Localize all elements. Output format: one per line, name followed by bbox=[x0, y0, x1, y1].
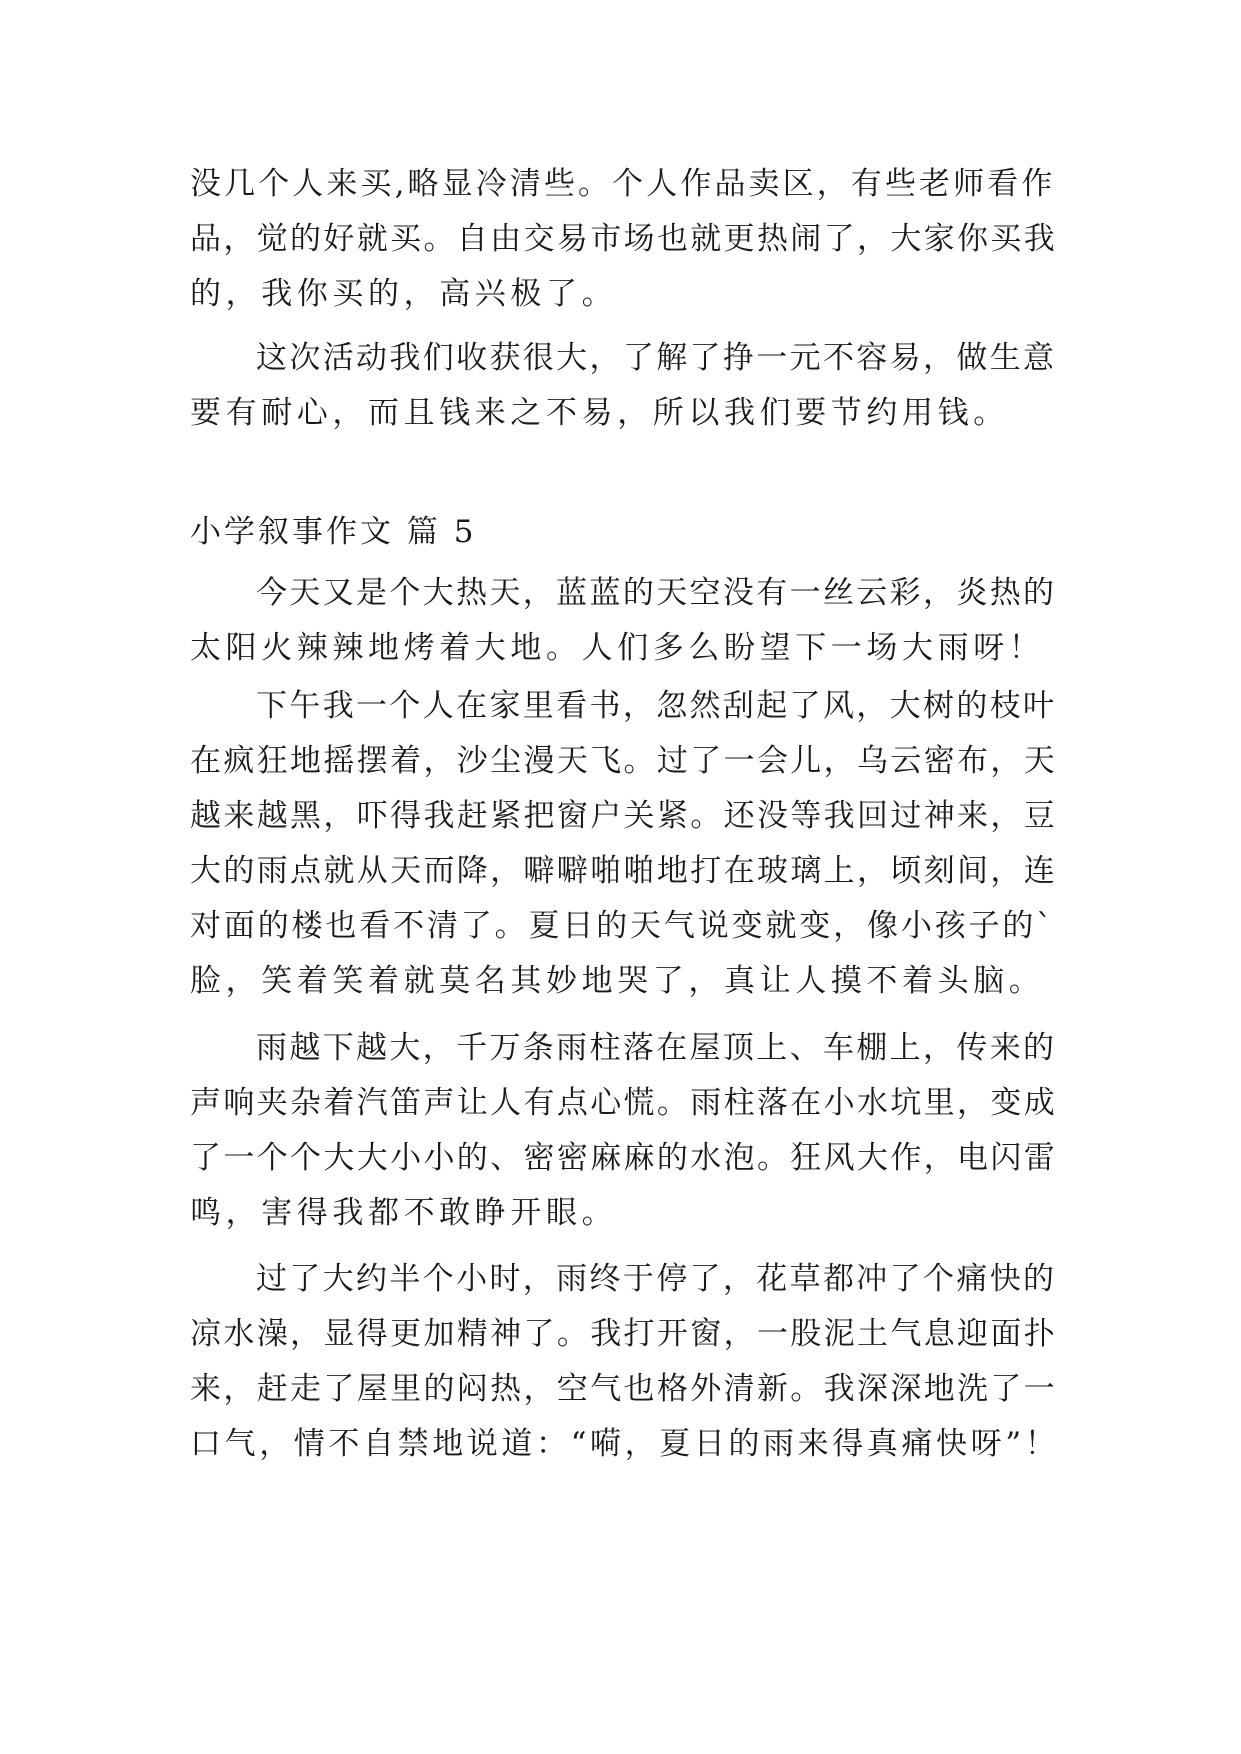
paragraph-line: 声响夹杂着汽笛声让人有点心慌。雨柱落在小水坑里，变成 bbox=[190, 1085, 1058, 1121]
paragraph-line: 口气，情不自禁地说道：“嗬，夏日的雨来得真痛快呀”！ bbox=[190, 1426, 1060, 1462]
paragraph-line: 过了大约半个小时，雨终于停了，花草都冲了个痛快的 bbox=[256, 1261, 1057, 1297]
paragraph-line: 下午我一个人在家里看书，忽然刮起了风，大树的枝叶 bbox=[256, 688, 1057, 724]
paragraph-line: 在疯狂地摇摆着，沙尘漫天飞。过了一会儿，乌云密布，天 bbox=[190, 743, 1058, 779]
paragraph-line: 了一个个大大小小的、密密麻麻的水泡。狂风大作，电闪雷 bbox=[190, 1140, 1058, 1176]
paragraph-line: 凉水澡，显得更加精神了。我打开窗，一股泥土气息迎面扑 bbox=[190, 1316, 1058, 1352]
paragraph-line: 大的雨点就从天而降，噼噼啪啪地打在玻璃上，顷刻间，连 bbox=[190, 853, 1058, 889]
paragraph-line: 越来越黑，吓得我赶紧把窗户关紧。还没等我回过神来，豆 bbox=[190, 798, 1058, 834]
paragraph-line: 品，觉的好就买。自由交易市场也就更热闹了，大家你买我 bbox=[190, 221, 1058, 257]
paragraph-line: 对面的楼也看不清了。夏日的天气说变就变，像小孩子的` bbox=[190, 908, 1055, 944]
section-heading: 小学叙事作文 篇 5 bbox=[190, 514, 477, 550]
paragraph-line: 鸣，害得我都不敢睁开眼。 bbox=[190, 1195, 618, 1231]
paragraph-line: 这次活动我们收获很大，了解了挣一元不容易，做生意 bbox=[256, 340, 1057, 376]
paragraph-line: 雨越下越大，千万条雨柱落在屋顶上、车棚上，传来的 bbox=[256, 1030, 1057, 1066]
paragraph-line: 来，赶走了屋里的闷热，空气也格外清新。我深深地洗了一 bbox=[190, 1371, 1058, 1407]
paragraph-line: 今天又是个大热天，蓝蓝的天空没有一丝云彩，炎热的 bbox=[256, 575, 1057, 611]
paragraph-line: 太阳火辣辣地烤着大地。人们多么盼望下一场大雨呀！ bbox=[190, 630, 1045, 666]
paragraph-line: 脸，笑着笑着就莫名其妙地哭了，真让人摸不着头脑。 bbox=[190, 963, 1045, 999]
paragraph-line: 的，我你买的，高兴极了。 bbox=[190, 276, 618, 312]
paragraph-line: 没几个人来买,略显冷清些。个人作品卖区，有些老师看作 bbox=[190, 166, 1056, 202]
paragraph-line: 要有耐心，而且钱来之不易，所以我们要节约用钱。 bbox=[190, 395, 1009, 431]
